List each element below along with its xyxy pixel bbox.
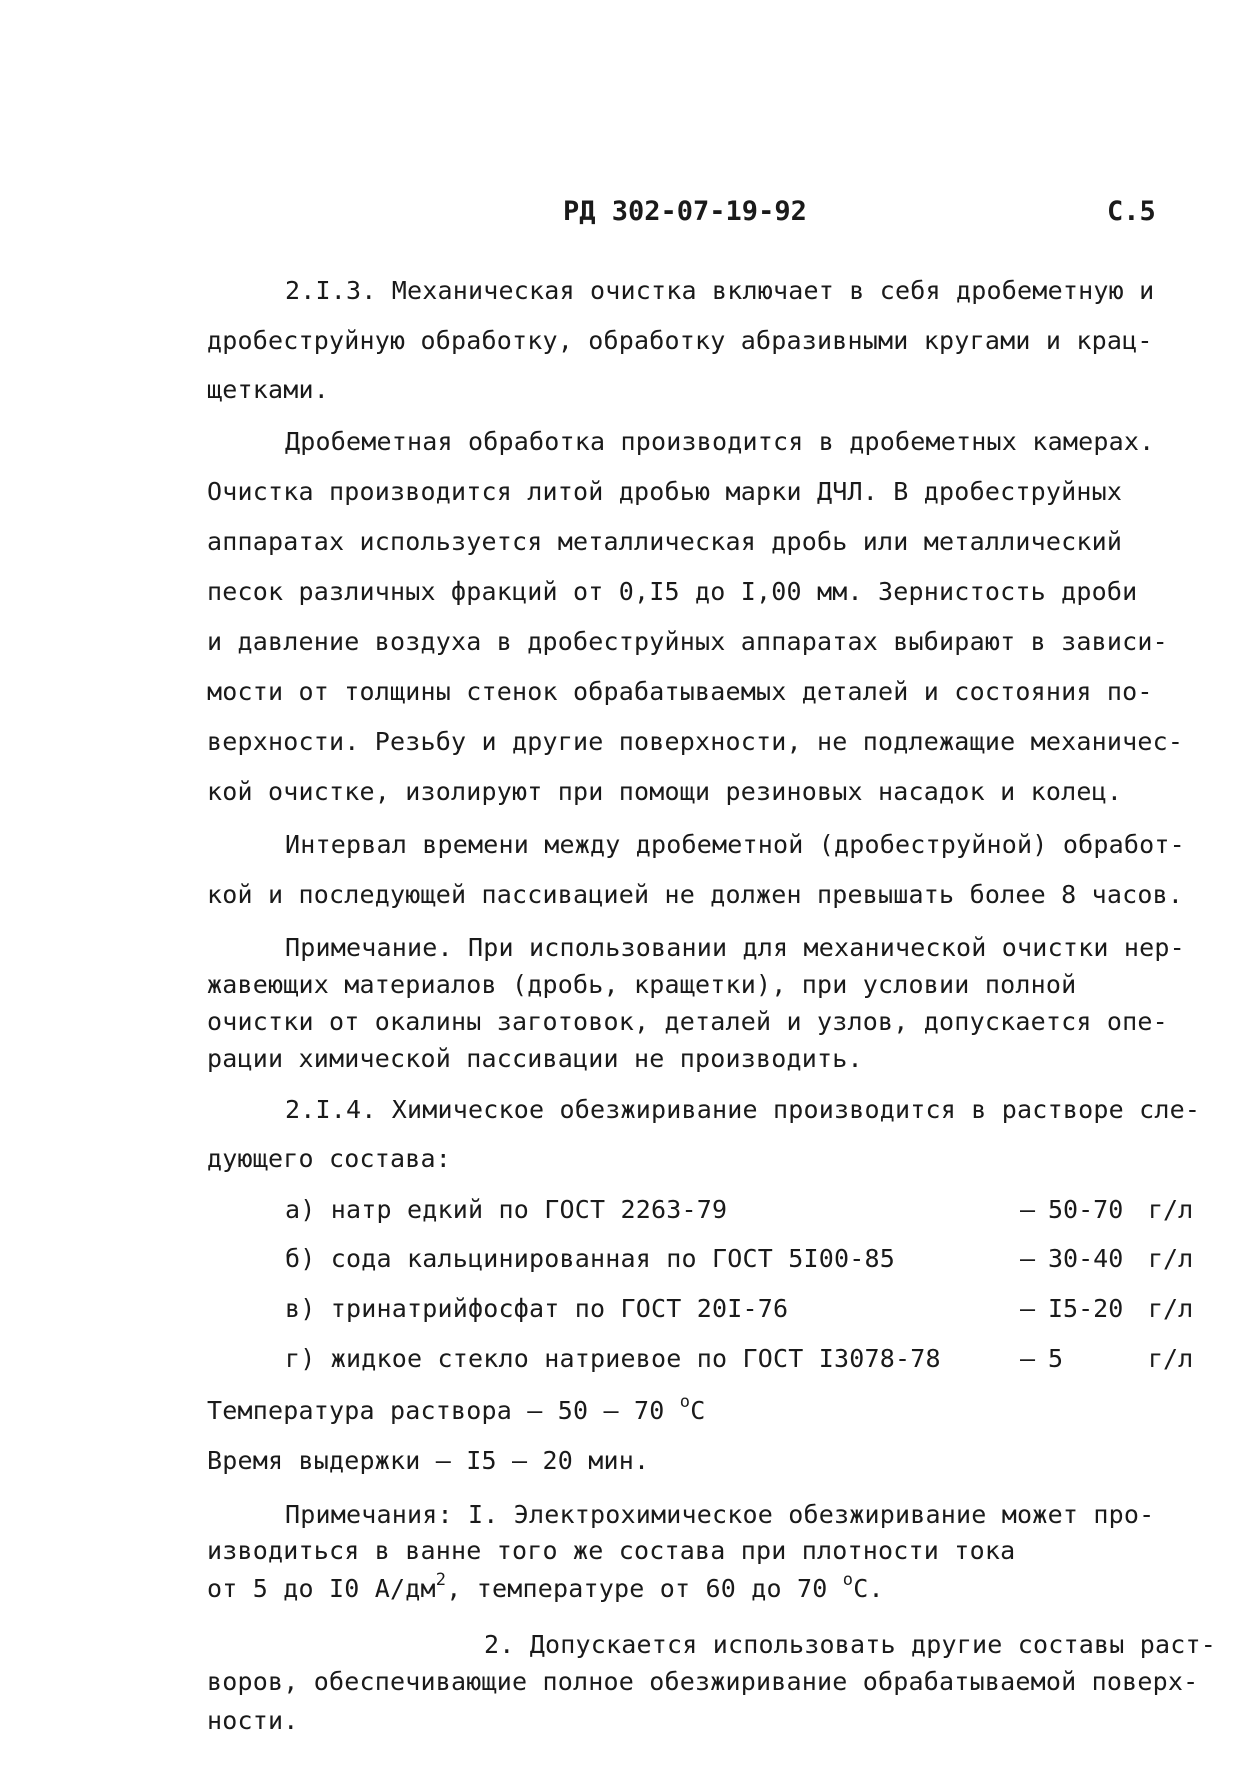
composition-item-qty: 50-70 (1048, 1195, 1124, 1224)
section-2-1-4-line-2: дующего состава: (207, 1144, 452, 1173)
notes-line-1: Примечания: I. Электрохимическое обезжиривание может про- (285, 1500, 1155, 1529)
shot-paragraph-line-3: аппаратах используется металлическая дробь или металлический (207, 527, 1123, 556)
composition-item-unit: г/л (1148, 1244, 1194, 1273)
composition-item-text: г) жидкое стекло натриевое по ГОСТ I3078-78 (285, 1344, 941, 1373)
temperature-unit: С. (853, 1574, 884, 1603)
notes-item-2-line-2: воров, обеспечивающие полное обезжиривание обрабатываемой поверх- (207, 1667, 1199, 1696)
shot-paragraph-line-1: Дробеметная обработка производится в дробеметных камерах. (285, 427, 1155, 456)
shot-paragraph-line-2: Очистка производится литой дробью марки ДЧЛ. В дробеструйных (207, 477, 1123, 506)
composition-item-unit: г/л (1148, 1344, 1194, 1373)
note-line-1: Примечание. При использовании для механической очистки нер- (285, 933, 1185, 962)
shot-paragraph-line-5: и давление воздуха в дробеструйных аппаратах выбирают в зависи- (207, 627, 1168, 656)
temperature-range-text: , температуре от 60 до 70 (446, 1574, 843, 1603)
degree-symbol: o (679, 1392, 691, 1412)
composition-item-dash: – (1020, 1195, 1036, 1224)
section-2-1-3-line-1: 2.I.3. Механическая очистка включает в себя дробеметную и (285, 276, 1155, 305)
note-line-4: рации химической пассивации не производить. (207, 1044, 863, 1073)
notes-item-2-line-1: 2. Допускается использовать другие составы раст- (484, 1630, 1217, 1659)
temperature-line (207, 1392, 706, 1429)
section-2-1-3-line-2: дробеструйную обработку, обработку абразивными кругами и крац- (207, 326, 1153, 355)
superscript-2: 2 (435, 1570, 447, 1590)
composition-item-qty: 5 (1048, 1344, 1064, 1373)
composition-item-text: б) сода кальцинированная по ГОСТ 5I00-85 (285, 1244, 896, 1273)
composition-item-text: а) натр едкий по ГОСТ 2263-79 (285, 1195, 728, 1224)
interval-paragraph-line-2: кой и последующей пассивацией не должен превышать более 8 часов. (207, 880, 1184, 909)
document-code: РД 302-07-19-92 (563, 196, 807, 227)
section-2-1-3-line-3: щетками. (207, 375, 330, 404)
shot-paragraph-line-7: верхности. Резьбу и другие поверхности, не подлежащие механичес- (207, 727, 1184, 756)
composition-item-qty: I5-20 (1048, 1294, 1124, 1323)
interval-paragraph-line-1: Интервал времени между дробеметной (дробеструйной) обработ- (285, 830, 1185, 859)
notes-item-2-line-3: ности. (207, 1706, 299, 1735)
temperature-unit: С (690, 1396, 706, 1425)
note-line-3: очистки от окалины заготовок, деталей и узлов, допускается опе- (207, 1007, 1168, 1036)
composition-item-unit: г/л (1148, 1195, 1194, 1224)
shot-paragraph-line-4: песок различных фракций от 0,I5 до I,00 мм. Зернистость дроби (207, 577, 1138, 606)
composition-item-qty: 30-40 (1048, 1244, 1124, 1273)
hold-time-line: Время выдержки – I5 – 20 мин. (207, 1446, 650, 1475)
notes-line-2: изводиться в ванне того же состава при плотности тока (207, 1536, 1016, 1565)
note-line-2: жавеющих материалов (дробь, кращетки), при условии полной (207, 970, 1077, 999)
notes-line-3 (207, 1570, 884, 1607)
composition-item-dash: – (1020, 1344, 1036, 1373)
section-2-1-4-line-1: 2.I.4. Химическое обезжиривание производится в растворе сле- (285, 1095, 1201, 1124)
shot-paragraph-line-6: мости от толщины стенок обрабатываемых деталей и состояния по- (207, 677, 1153, 706)
composition-item-dash: – (1020, 1294, 1036, 1323)
page-number: С.5 (1107, 196, 1156, 227)
current-density-text: от 5 до I0 А/дм (207, 1574, 436, 1603)
composition-item-unit: г/л (1148, 1294, 1194, 1323)
degree-symbol: o (842, 1570, 854, 1590)
composition-item-text: в) тринатрийфосфат по ГОСТ 20I-76 (285, 1294, 789, 1323)
composition-item-dash: – (1020, 1244, 1036, 1273)
shot-paragraph-line-8: кой очистке, изолируют при помощи резиновых насадок и колец. (207, 777, 1123, 806)
temperature-text: Температура раствора – 50 – 70 (207, 1396, 680, 1425)
